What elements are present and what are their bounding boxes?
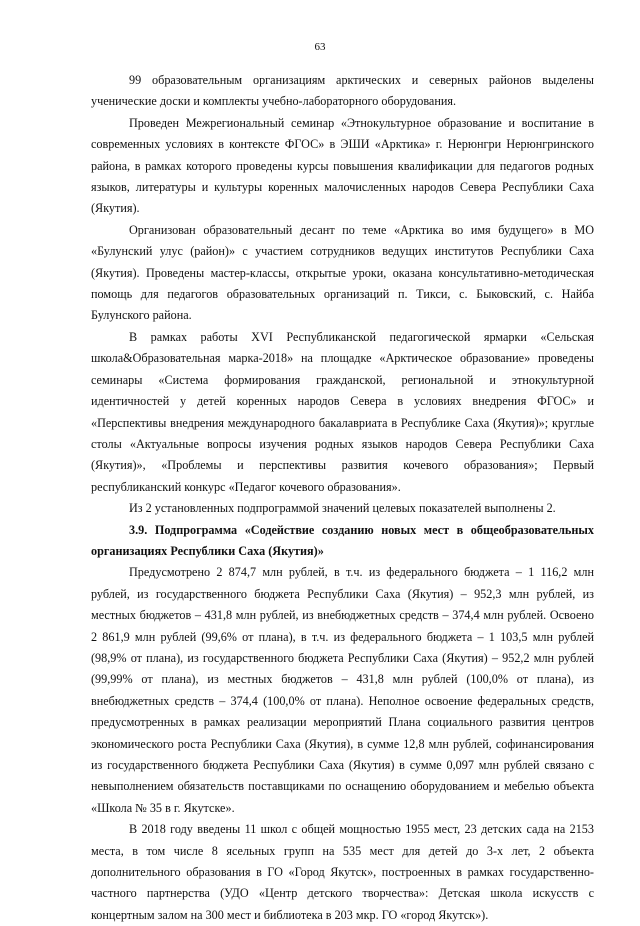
page-number: 63	[314, 41, 326, 53]
paragraph-equipment: 99 образовательным организациям арктических и северных районов выделены ученические доски и комплекты учебно-лабораторного оборудования.	[91, 73, 594, 109]
paragraph-funding: Предусмотрено 2 874,7 млн рублей, в т.ч. из федерального бюджета – 1 116,2 млн рублей, из государственного бюджета Республики Саха (Якутия) – 952,3 млн рублей, из местных бюджетов – 431,8 млн рублей, из внебюджетных средств – 374,4 млн рублей. Освоено 2 861,9 млн рублей (99,6% от плана), в т.ч. из федерального бюджета – 1 103,5 млн рублей (98,9% от плана), из государственного бюджета Республики Саха (Якутия) – 952,2 млн рублей (99,99% от плана), из местных бюджетов – 431,8 млн рублей (100,0% от плана), из внебюджетных средств – 374,4 (100,0% от плана). Неполное освоение федеральных средств, предусмотренных в рамках реализации мероприятий Плана социального развития центров экономического роста Республики Саха (Якутия), в сумме 12,8 млн рублей, софинансирования из государственного бюджета Республики Саха (Якутия) в сумме 0,097 млн рублей связано с невыполнением обязательств поставщиками по оснащению оборудованием и мебелью объекта «Школа № 35 в г. Якутске».	[91, 565, 594, 815]
paragraph-educational-landing: Организован образовательный десант по теме «Арктика во имя будущего» в МО «Булунский улус (район)» с участием сотрудников ведущих институтов Республики Саха (Якутия). Проведены мастер-классы, открытые уроки, оказана консультативно-методическая помощь для педагогов образовательных организаций п. Тикси, с. Быковский, с. Найба Булунского района.	[91, 222, 594, 323]
paragraph-pedagogical-fair: В рамках работы XVI Республиканской педагогической ярмарки «Сельская школа&Образовательная марка-2018» на площадке «Арктическое образование» проведены семинары «Система формирования гражданской, региональной и этнокультурной идентичностей у детей коренных народов Севера в условиях внедрения ФГОС» и «Перспективы внедрения международного бакалавриата в Республике Саха (Якутия)»; круглые столы «Актуальные вопросы изучения родных языков народов Севера Республики Саха (Якутия)», «Проблемы и перспективы развития кочевого образования»; Первый республиканский конкурс «Педагог кочевого образования».	[91, 329, 594, 494]
paragraph-target-indicators: Из 2 установленных подпрограммой значений целевых показателей выполнены 2.	[129, 501, 556, 516]
page-body	[91, 70, 594, 926]
paragraph-new-schools: В 2018 году введены 11 школ с общей мощностью 1955 мест, 23 детских сада на 2153 места, в том числе 8 ясельных групп на 535 мест для детей до 3-х лет, 2 объекта дополнительного образования в ГО «Город Якутск», построенных в рамках государственно-частного партнерства (УДО «Центр детского творчества»: Детская школа искусств с концертным залом на 300 мест и библиотека в 203 мкр. ГО «город Якутск»).	[91, 822, 594, 922]
section-heading: 3.9. Подпрограмма «Содействие созданию новых мест в общеобразовательных организациях Республики Саха (Якутия)»	[91, 522, 594, 558]
paragraph-seminar: Проведен Межрегиональный семинар «Этнокультурное образование и воспитание в современных условиях в контексте ФГОС» в ЭШИ «Арктика» г. Нерюнгри Нерюнгринского района, в рамках которого проведены курсы повышения квалификации для педагогов родных языков, литературы и культуры коренных малочисленных народов Севера Республики Саха (Якутия).	[91, 115, 594, 216]
